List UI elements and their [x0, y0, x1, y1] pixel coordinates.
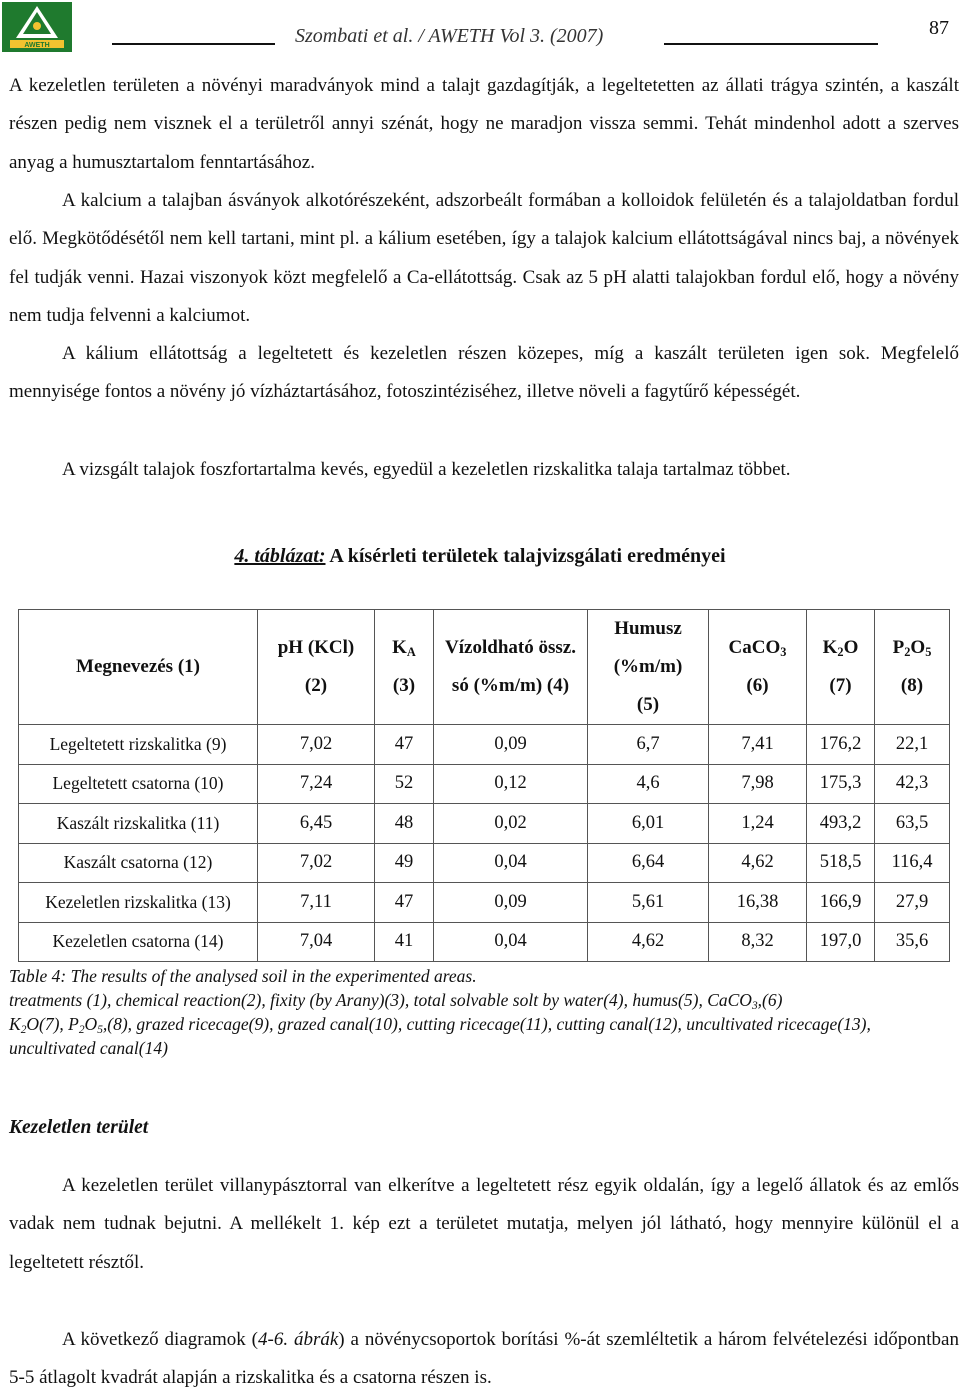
paragraph-2: A kalcium a talajban ásványok alkotórészeként, adszorbeált formában a kolloidok felületén és a talajoldatban fordul elő. Megkötődésétől nem kell tartani, mint pl. a kálium esetében, így a talajok kalcium ellátottságával nincs baj, a növények fel tudják venni. Hazai viszonyok közt megfelelő a Ca-ellátottság. Csak az 5 pH alatti talajokban fordul elő, hogy a növény nem tudja felvenni a kalciumot. [9, 190, 959, 326]
value-cell: 0,04 [434, 843, 588, 883]
value-cell: 7,11 [258, 883, 375, 923]
value-cell: 8,32 [709, 922, 807, 962]
value-cell: 0,09 [434, 883, 588, 923]
value-cell: 0,12 [434, 764, 588, 804]
logo-graphic [2, 2, 72, 52]
table-note: Table 4: The results of the analysed soil in the experimented areas. treatments (1), chemical reaction(2), fixity (by Arany)(3), total solvable solt by water(4), humus(5), CaCO$_3$,(6) $K_2O(7)$, $P_2O_5,(8)$, grazed ricecage(9), grazed canal(10), cutting ricecage(11), cutting canal(12), uncultivated ricecage(13), uncultivated canal(14) [9, 966, 871, 1058]
value-cell: 49 [375, 843, 434, 883]
value-cell: 42,3 [875, 764, 950, 804]
page-number: 87 [929, 17, 949, 39]
value-cell: 493,2 [807, 804, 875, 844]
row-label-cell: Legeltetett rizskalitka (9) [19, 725, 258, 765]
value-cell: 27,9 [875, 883, 950, 923]
paragraph-4: A vizsgált talajok foszfortartalma kevés, egyedül a kezeletlen rizskalitka talaja tartalmaz többet. [62, 459, 791, 480]
value-cell: 7,04 [258, 922, 375, 962]
value-cell: 0,04 [434, 922, 588, 962]
value-cell: 7,41 [709, 725, 807, 765]
paragraph-3: A kálium ellátottság a legeltetett és kezeletlen részen közepes, míg a kaszált területen igen sok. Megfelelő mennyisége fontos a növény jó vízháztartásához, fotoszintéziséhez, illetve növeli a fagytűrő képességét. [9, 343, 959, 403]
value-cell: 4,6 [588, 764, 709, 804]
table-header-row [19, 610, 950, 725]
table-row [19, 804, 950, 844]
value-cell: 197,0 [807, 922, 875, 962]
table-row [19, 883, 950, 923]
section-paragraph-2: A következő diagramok (4-6. ábrák) a növénycsoportok borítási %-át szemléltetik a három felvételezési időpontban 5-5 átlagolt kvadrát alapján a rizskalitka és a csatorna részen is. [9, 1329, 959, 1389]
value-cell: 6,7 [588, 725, 709, 765]
table-body [19, 725, 950, 962]
value-cell: 166,9 [807, 883, 875, 923]
table-caption [0, 545, 960, 568]
value-cell: 7,02 [258, 843, 375, 883]
value-cell: 0,02 [434, 804, 588, 844]
value-cell: 1,24 [709, 804, 807, 844]
value-cell: 5,61 [588, 883, 709, 923]
value-cell: 41 [375, 922, 434, 962]
header-ph: pH (KCl) (2) [258, 610, 375, 725]
value-cell: 48 [375, 804, 434, 844]
table-row [19, 725, 950, 765]
table-row [19, 764, 950, 804]
value-cell: 47 [375, 883, 434, 923]
table-note-title: Table 4: The results of the analysed soil in the experimented areas. [9, 966, 477, 986]
section-heading: Kezeletlen terület [9, 1117, 149, 1138]
header-salt: Vízoldható össz. só (%m/m) (4) [434, 610, 588, 725]
soil-results-table [18, 609, 950, 962]
value-cell: 47 [375, 725, 434, 765]
header-k2o: $K_2O$ (7) [807, 610, 875, 725]
header-name: Megnevezés (1) [19, 610, 258, 725]
value-cell: 63,5 [875, 804, 950, 844]
header-rule-right [664, 43, 878, 45]
table-caption-title: A kísérleti területek talajvizsgálati eredményei [329, 545, 726, 567]
header-rule-left [112, 43, 275, 45]
value-cell: 6,64 [588, 843, 709, 883]
table-row [19, 843, 950, 883]
table-caption-number: 4. táblázat: [234, 545, 326, 567]
row-label-cell: Legeltetett csatorna (10) [19, 764, 258, 804]
row-label-cell: Kezeletlen csatorna (14) [19, 922, 258, 962]
value-cell: 22,1 [875, 725, 950, 765]
paragraph-1: A kezeletlen területen a növényi maradványok mind a talajt gazdagítják, a legeltetetten az állati trágya szintén, a kaszált részen pedig nem visznek el a területről annyi szénát, hogy ne maradjon vissza semmi. Tehát mindenhol adott a szerves anyag a humusztartalom fenntartásához. [9, 75, 959, 173]
running-head: Szombati et al. / AWETH Vol 3. (2007) [295, 25, 604, 47]
value-cell: 16,38 [709, 883, 807, 923]
value-cell: 518,5 [807, 843, 875, 883]
value-cell: 4,62 [709, 843, 807, 883]
value-cell: 116,4 [875, 843, 950, 883]
header-caco3: CaCO$_3$ (6) [709, 610, 807, 725]
value-cell: 4,62 [588, 922, 709, 962]
value-cell: 176,2 [807, 725, 875, 765]
value-cell: 35,6 [875, 922, 950, 962]
header-humus: Humusz (%m/m) (5) [588, 610, 709, 725]
row-label-cell: Kaszált csatorna (12) [19, 843, 258, 883]
value-cell: 0,09 [434, 725, 588, 765]
value-cell: 6,01 [588, 804, 709, 844]
value-cell: 7,02 [258, 725, 375, 765]
row-label-cell: Kezeletlen rizskalitka (13) [19, 883, 258, 923]
value-cell: 7,24 [258, 764, 375, 804]
value-cell: 175,3 [807, 764, 875, 804]
header-p2o5: $P_2O_5$ (8) [875, 610, 950, 725]
journal-logo [2, 2, 72, 52]
value-cell: 6,45 [258, 804, 375, 844]
section-paragraph-1: A kezeletlen terület villanypásztorral van elkerítve a legeltetett rész egyik oldalán, így a legelő állatok és az emlős vadak nem tudnak bejutni. A mellékelt 1. kép ezt a területet mutatja, melyen jól látható, hogy mennyire különül el a legeltetett résztől. [9, 1175, 959, 1273]
table-row [19, 922, 950, 962]
value-cell: 7,98 [709, 764, 807, 804]
value-cell: 52 [375, 764, 434, 804]
figure-reference: 4-6. ábrák [258, 1329, 339, 1350]
row-label-cell: Kaszált rizskalitka (11) [19, 804, 258, 844]
header-ka: $K_A$ (3) [375, 610, 434, 725]
logo-text: AWETH [24, 42, 50, 49]
